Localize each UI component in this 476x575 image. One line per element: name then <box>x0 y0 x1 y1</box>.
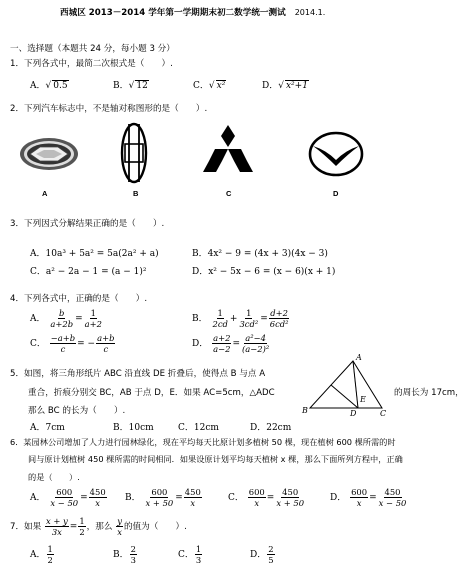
fig-label-e: E <box>360 395 366 404</box>
q4-stem: 4．下列各式中，正确的是（ ）. <box>10 294 148 304</box>
exam-title <box>60 6 325 18</box>
q5-option-b: B．10cm <box>113 423 154 433</box>
q4-option-c: C． $\frac{-a+b}{c}$ = − $\frac{a+b}{c}$ <box>30 333 115 354</box>
q7-option-c: C． $\frac{1}{3}$ <box>178 544 202 565</box>
logo-d <box>308 130 364 178</box>
q4-option-b: B． $\frac{1}{2cd}$ + $\frac{1}{\text{3cd²}}$ = $\frac{d+2}{\text{6cd²}}$ <box>192 308 289 329</box>
q3-option-a: A．10a³ + 5a² = 5a(2a² + a) <box>30 249 159 259</box>
q1-option-a: A．√ 0.5 <box>30 81 68 91</box>
q1-option-c: C．√ x² <box>193 81 226 91</box>
logo-b-label: B <box>133 189 139 198</box>
exam-title-text: 西城区 2013－2014 学年第一学期期末初二数学统一测试 <box>60 8 286 18</box>
section-heading: 一、选择题（本题共 24 分，每小题 3 分） <box>10 44 175 54</box>
logo-a <box>18 130 80 178</box>
q6-option-b: B． $\frac{600}{x + 50}$ = $\frac{450}{x}$ <box>125 487 201 508</box>
logo-a-label: A <box>42 189 48 198</box>
fig-label-a: A <box>356 353 362 362</box>
q2-stem: 2．下列汽车标志中，不是轴对称图形的是（ ）. <box>10 104 208 114</box>
q3-stem: 3．下列因式分解结果正确的是（ ）. <box>10 219 165 229</box>
exam-date: 2014.1. <box>294 8 326 17</box>
logo-b <box>117 122 151 184</box>
q6-option-a: A． $\frac{600}{x - 50}$ = $\frac{450}{x}$ <box>30 487 106 508</box>
q4-option-d: D． $\frac{a+2}{a-2}$ = $\frac{\text{a²−4}}{\text{(a−2)²}}$ <box>192 333 270 354</box>
q5-line2: 重合，折痕分别交 BC，AB 于点 D，E．如果 AC=5cm，△ADC <box>28 388 275 398</box>
fig-label-c: C <box>380 409 387 418</box>
q6-line1: 6．某园林公司增加了人力进行园林绿化，现在平均每天比原计划多植树 50 棵，现在植树 600 棵所需的时 <box>10 437 396 447</box>
q3-option-c: C．a² − 2a − 1 = (a − 1)² <box>30 267 147 277</box>
q6-option-d: D． $\frac{600}{x}$ = $\frac{450}{x - 50}$ <box>330 487 407 508</box>
q7-option-d: D． $\frac{2}{5}$ <box>250 544 274 565</box>
q5-line2-tail: 的周长为 17cm， <box>394 388 464 398</box>
q3-option-b: B．4x² − 9 = (4x + 3)(4x − 3) <box>192 249 328 259</box>
q1-stem: 1．下列各式中，最简二次根式是（ ）. <box>10 59 173 69</box>
q5-option-d: D．22cm <box>250 423 292 433</box>
logo-c <box>198 124 258 176</box>
q6-line2: 间与原计划植树 450 棵所需的时间相同．如果设原计划平均每天植树 x 棵，那么下面所列方程中，正确 <box>28 454 403 464</box>
q7-stem: 7．如果 $\frac{x + y}{3x}$ = $\frac{1}{2}$ ，那么 $\frac{y}{x}$ 的值为（ ）. <box>10 516 187 537</box>
q5-line1: 5．如图，将三角形纸片 ABC 沿直线 DE 折叠后，使得点 B 与点 A <box>10 369 266 379</box>
q7-option-a: A． $\frac{1}{2}$ <box>30 544 53 565</box>
q5-option-a: A．7cm <box>30 423 65 433</box>
q5-line3: 那么 BC 的长为（ ）. <box>28 406 126 416</box>
q6-option-c: C． $\frac{600}{x}$ = $\frac{450}{x + 50}$ <box>228 487 305 508</box>
q1-option-d: D．√ x²+1 <box>262 81 308 91</box>
q5-triangle-figure <box>300 352 392 418</box>
logo-c-label: C <box>226 189 232 198</box>
fig-label-b: B <box>302 406 308 415</box>
q4-option-a: A． $\frac{b}{a+2b}$ = $\frac{1}{a+2}$ <box>30 308 102 329</box>
q1-option-b: B．√ 12 <box>113 81 148 91</box>
q3-option-d: D．x² − 5x − 6 = (x − 6)(x + 1) <box>192 267 336 277</box>
q7-option-b: B． $\frac{2}{3}$ <box>113 544 136 565</box>
fig-label-d: D <box>350 409 357 418</box>
q6-line3: 的是（ ）. <box>28 472 80 482</box>
logo-d-label: D <box>333 189 339 198</box>
q5-option-c: C．12cm <box>178 423 219 433</box>
